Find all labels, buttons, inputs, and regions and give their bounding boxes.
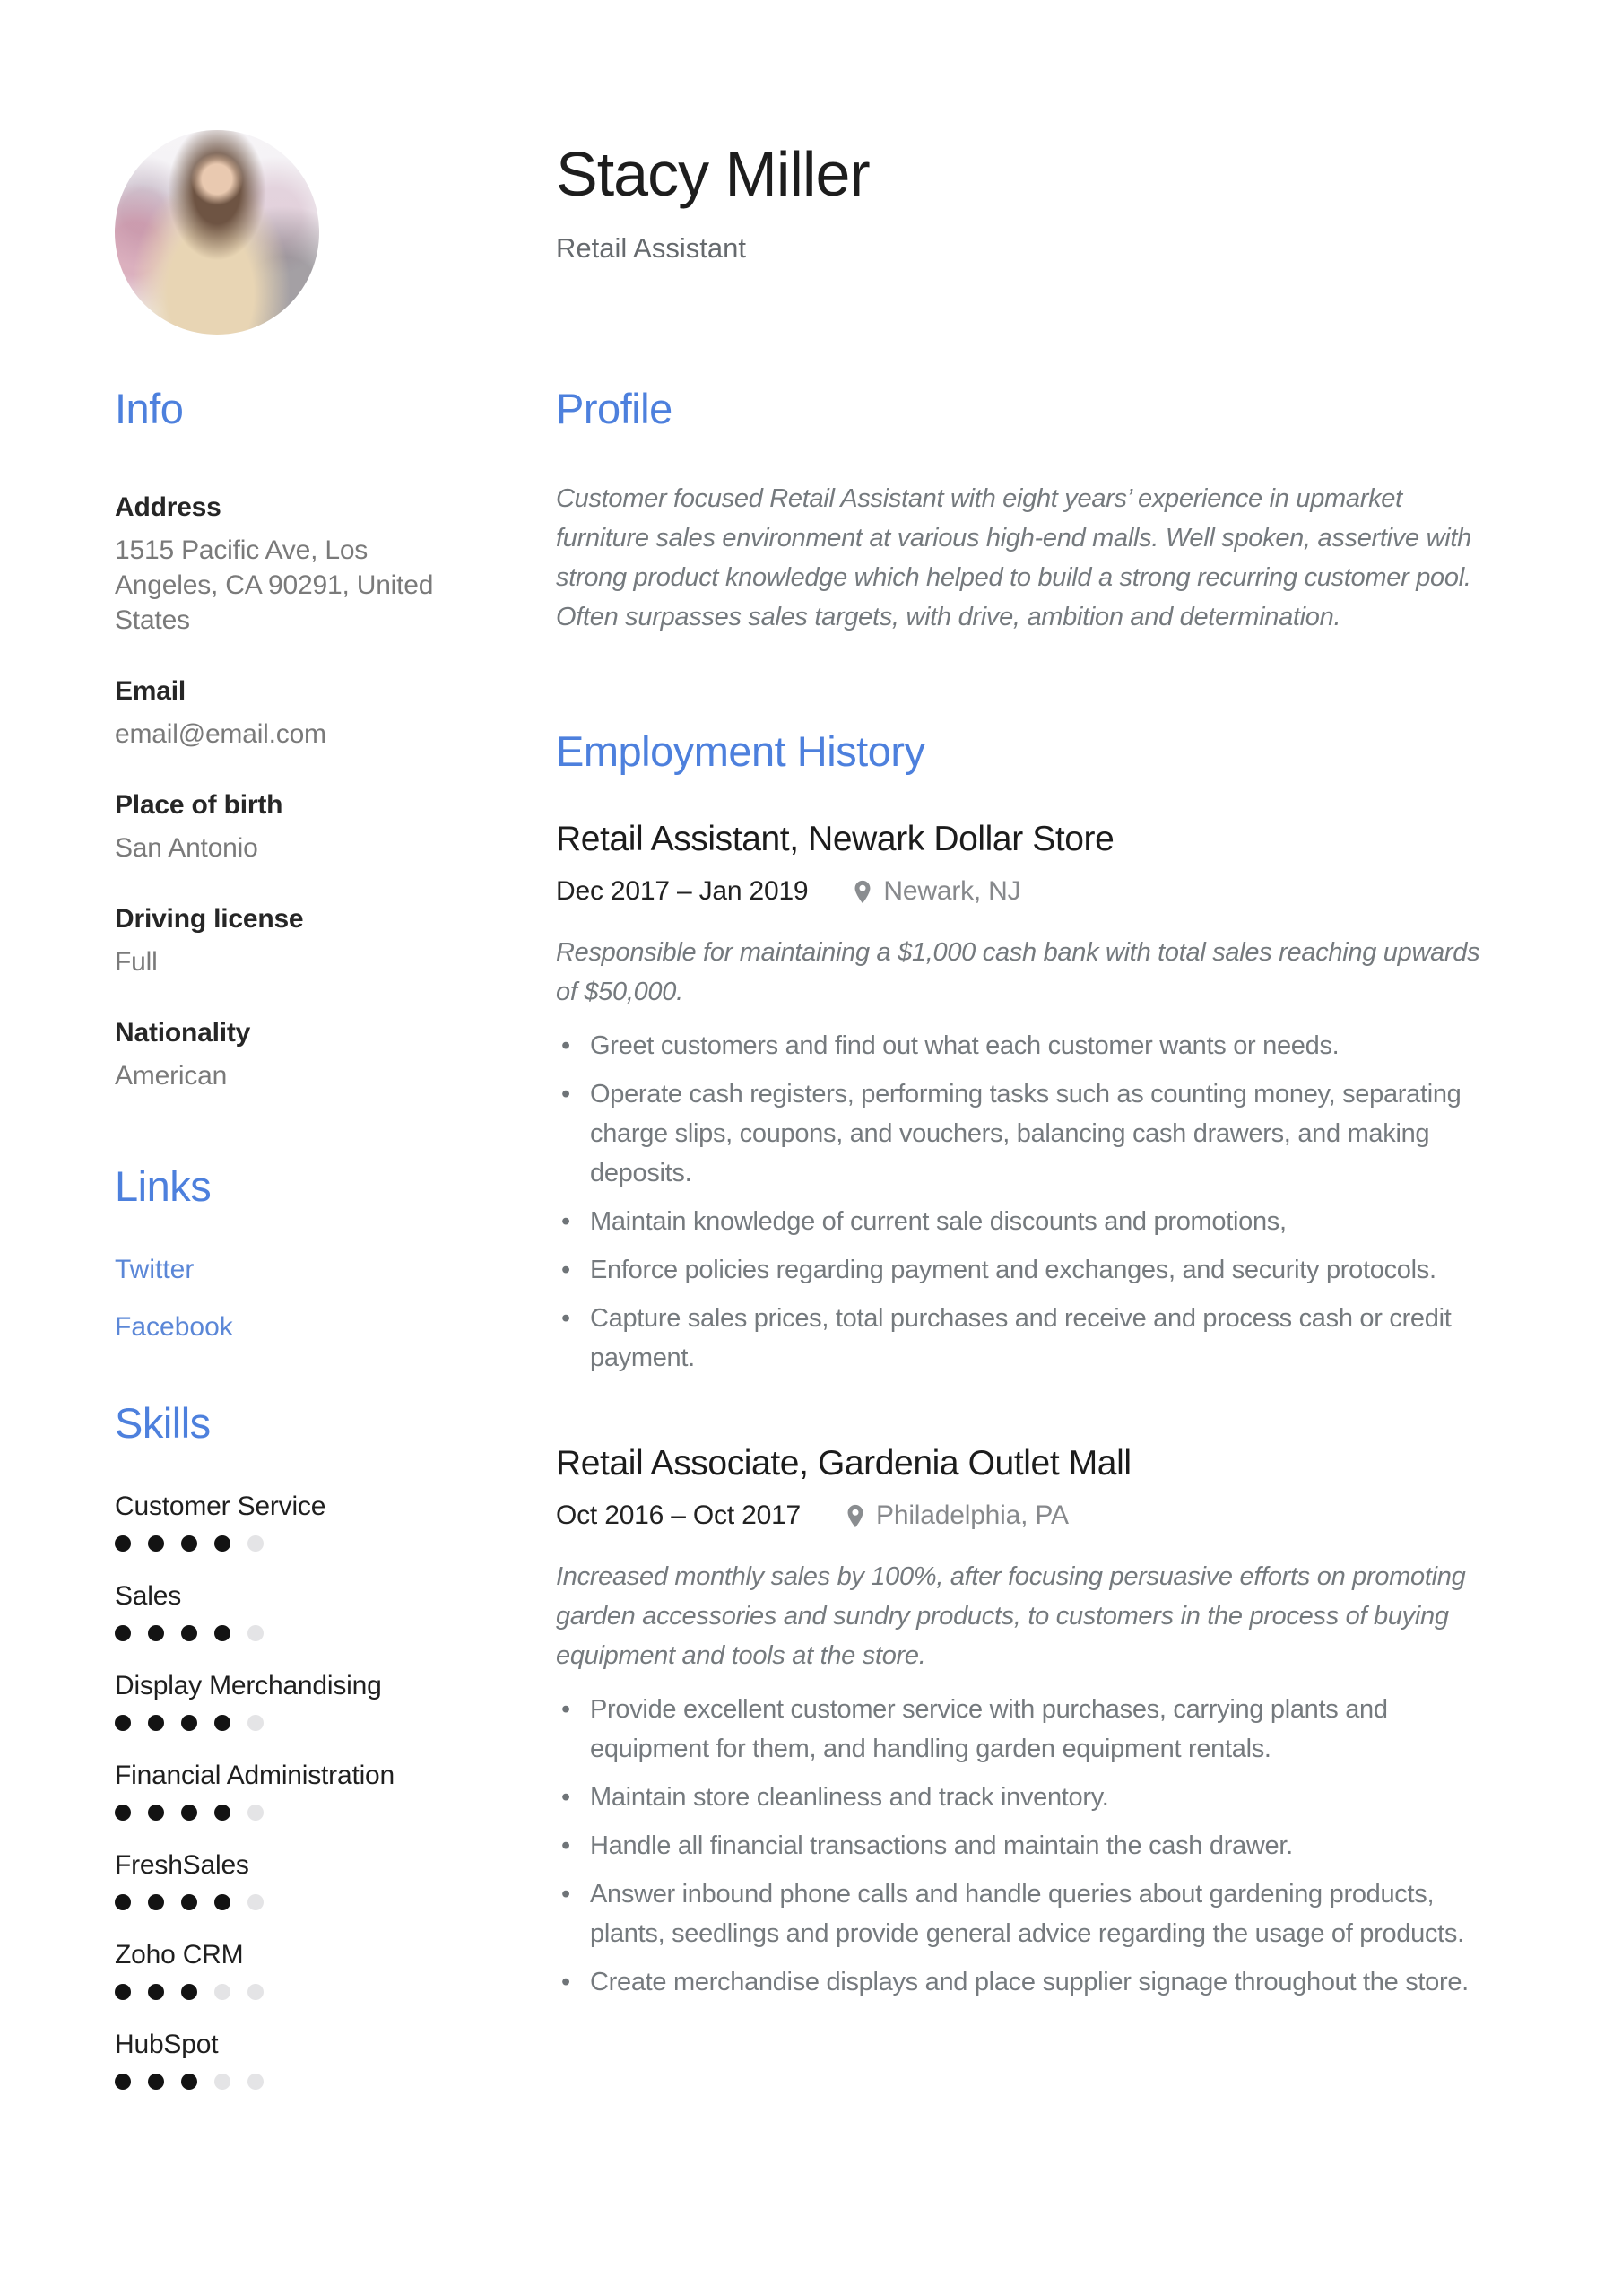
job-bullet: [556, 1026, 1492, 1065]
skill-dot: [247, 1625, 264, 1641]
link-facebook[interactable]: Facebook: [115, 1312, 233, 1342]
skill-dot: [181, 1715, 197, 1731]
job-entry: [556, 818, 1492, 1378]
info-field-nationality: [115, 1017, 439, 1093]
job-bullet: [556, 1826, 1492, 1866]
bullet-marker: •: [561, 1831, 570, 1860]
bullet-text: Create merchandise displays and place supplier signage throughout the store.: [590, 1968, 1469, 1996]
skill-dot: [115, 1715, 131, 1731]
job-location-group: [846, 1500, 1069, 1532]
bullet-text: Answer inbound phone calls and handle queries about gardening products, plants, seedlings and provide general advice regarding the usage of products.: [590, 1880, 1464, 1948]
skill-dot: [115, 1805, 131, 1821]
skill-name: Display Merchandising: [115, 1671, 382, 1700]
employment-section-heading: Employment History: [556, 727, 925, 775]
job-bullet: [556, 1074, 1492, 1193]
job-bullet: [556, 1874, 1492, 1953]
skill-dot: [115, 1625, 131, 1641]
skill-dot: [115, 1894, 131, 1910]
skill-rating: [115, 1625, 439, 1641]
skill-dot: [181, 1894, 197, 1910]
bullet-text: Provide excellent customer service with purchases, carrying plants and equipment for them, and handling garden equipment rentals.: [590, 1695, 1388, 1763]
info-field-email: [115, 675, 439, 752]
bullet-text: Handle all financial transactions and maintain the cash drawer.: [590, 1831, 1293, 1860]
skill-dot: [247, 1715, 264, 1731]
info-field-value: San Antonio: [115, 833, 258, 863]
skill-item: [115, 1670, 439, 1731]
skill-dot: [181, 2074, 197, 2090]
skill-dot: [181, 1535, 197, 1552]
skill-rating: [115, 2074, 439, 2090]
skill-dot: [247, 1535, 264, 1552]
skill-dot: [148, 1805, 164, 1821]
skill-dot: [115, 1984, 131, 2000]
person-job-title: Retail Assistant: [556, 232, 746, 264]
job-location: Philadelphia, PA: [876, 1500, 1069, 1530]
job-summary: Responsible for maintaining a $1,000 cash bank with total sales reaching upwards of $50,000.: [556, 938, 1480, 1006]
info-field-label: Address: [115, 492, 221, 522]
job-dates: Oct 2016 – Oct 2017: [556, 1500, 802, 1530]
links-section-heading: Links: [115, 1162, 212, 1210]
job-entry: [556, 1442, 1492, 2002]
links-list: [115, 1253, 439, 1344]
profile-summary: Customer focused Retail Assistant with eight years’ experience in upmarket furniture sales environment at various high-end malls. Well spoken, assertive with strong product knowledge which helped to build a strong recurring customer pool. Often surpasses sales targets, with drive, ambition and determination.: [556, 484, 1471, 631]
skill-dot: [214, 1715, 230, 1731]
bullet-text: Greet customers and find out what each customer wants or needs.: [590, 1031, 1340, 1060]
skill-name: Sales: [115, 1581, 182, 1611]
info-section-heading: Info: [115, 385, 184, 432]
sidebar: [115, 384, 439, 2118]
header: [556, 133, 870, 265]
person-name: Stacy Miller: [556, 139, 870, 209]
bullet-marker: •: [561, 1783, 570, 1812]
bullet-marker: •: [561, 1304, 570, 1333]
skill-item: [115, 1849, 439, 1910]
skill-item: [115, 1580, 439, 1641]
info-field-driving-license: [115, 903, 439, 979]
job-bullet: [556, 1778, 1492, 1817]
skill-item: [115, 1491, 439, 1552]
skills-section-heading: Skills: [115, 1399, 211, 1447]
job-dates: Dec 2017 – Jan 2019: [556, 876, 809, 906]
job-bullet-list: [556, 1026, 1492, 1378]
job-bullet: [556, 1962, 1492, 2002]
info-field-value: Full: [115, 947, 158, 977]
bullet-text: Maintain store cleanliness and track inventory.: [590, 1783, 1109, 1812]
skill-dot: [148, 1535, 164, 1552]
skill-dot: [148, 2074, 164, 2090]
bullet-marker: •: [561, 1968, 570, 1996]
link-twitter[interactable]: Twitter: [115, 1255, 195, 1284]
skill-rating: [115, 1535, 439, 1552]
profile-section-heading: Profile: [556, 385, 672, 432]
job-location: Newark, NJ: [883, 876, 1021, 906]
bullet-text: Operate cash registers, performing tasks such as counting money, separating charge slips, coupons, and vouchers, balancing cash drawers, and making deposits.: [590, 1080, 1462, 1187]
job-summary: Increased monthly sales by 100%, after focusing persuasive efforts on promoting garden accessories and sundry products, to customers in the process of buying equipment and tools at the store.: [556, 1562, 1466, 1670]
skill-dot: [214, 1625, 230, 1641]
job-bullet: [556, 1250, 1492, 1290]
skill-dot: [181, 1625, 197, 1641]
skill-dot: [148, 1715, 164, 1731]
skill-dot: [247, 1805, 264, 1821]
bullet-marker: •: [561, 1080, 570, 1109]
location-pin-icon: [853, 880, 872, 904]
skill-item: [115, 1760, 439, 1821]
info-field-value: American: [115, 1061, 228, 1091]
skill-dot: [247, 2074, 264, 2090]
skill-dot: [148, 1984, 164, 2000]
skill-name: HubSpot: [115, 2030, 219, 2059]
skill-dot: [115, 1535, 131, 1552]
info-field-label: Nationality: [115, 1018, 251, 1048]
skill-rating: [115, 1805, 439, 1821]
skills-list: [115, 1491, 439, 2090]
bullet-marker: •: [561, 1031, 570, 1060]
skill-name: Financial Administration: [115, 1761, 395, 1790]
skill-dot: [214, 2074, 230, 2090]
job-bullet: [556, 1299, 1492, 1378]
job-bullet: [556, 1690, 1492, 1769]
bullet-marker: •: [561, 1880, 570, 1909]
skill-name: Zoho CRM: [115, 1940, 244, 1970]
bullet-text: Capture sales prices, total purchases and receive and process cash or credit payment.: [590, 1304, 1452, 1372]
bullet-text: Maintain knowledge of current sale discounts and promotions,: [590, 1207, 1287, 1236]
bullet-text: Enforce policies regarding payment and exchanges, and security protocols.: [590, 1256, 1436, 1284]
skill-dot: [247, 1894, 264, 1910]
skill-dot: [214, 1805, 230, 1821]
skill-item: [115, 1939, 439, 2000]
info-field-label: Place of birth: [115, 790, 283, 820]
skill-dot: [181, 1805, 197, 1821]
skill-rating: [115, 1894, 439, 1910]
info-field-place-of-birth: [115, 789, 439, 865]
job-location-group: [853, 875, 1020, 908]
job-bullet: [556, 1202, 1492, 1241]
job-title: Retail Assistant, Newark Dollar Store: [556, 820, 1115, 858]
bullet-marker: •: [561, 1695, 570, 1724]
bullet-marker: •: [561, 1207, 570, 1236]
location-pin-icon: [846, 1504, 865, 1528]
skill-item: [115, 2029, 439, 2090]
main-column: [556, 384, 1492, 2011]
skill-name: Customer Service: [115, 1492, 326, 1521]
skill-dot: [148, 1625, 164, 1641]
skill-rating: [115, 1715, 439, 1731]
skill-dot: [148, 1894, 164, 1910]
job-meta: [556, 875, 1492, 908]
skill-dot: [247, 1984, 264, 2000]
job-title: Retail Associate, Gardenia Outlet Mall: [556, 1444, 1132, 1483]
info-field-label: Driving license: [115, 904, 304, 934]
info-field-address: [115, 491, 439, 638]
skill-dot: [214, 1894, 230, 1910]
skill-dot: [115, 2074, 131, 2090]
profile-photo: [115, 130, 319, 335]
skill-dot: [181, 1984, 197, 2000]
job-bullet-list: [556, 1690, 1492, 2002]
info-field-value: email@email.com: [115, 719, 326, 749]
skill-dot: [214, 1535, 230, 1552]
bullet-marker: •: [561, 1256, 570, 1284]
skill-name: FreshSales: [115, 1850, 249, 1880]
job-meta: [556, 1500, 1492, 1532]
info-field-label: Email: [115, 676, 186, 706]
skill-rating: [115, 1984, 439, 2000]
info-field-value: 1515 Pacific Ave, Los Angeles, CA 90291, United States: [115, 535, 434, 635]
skill-dot: [214, 1984, 230, 2000]
